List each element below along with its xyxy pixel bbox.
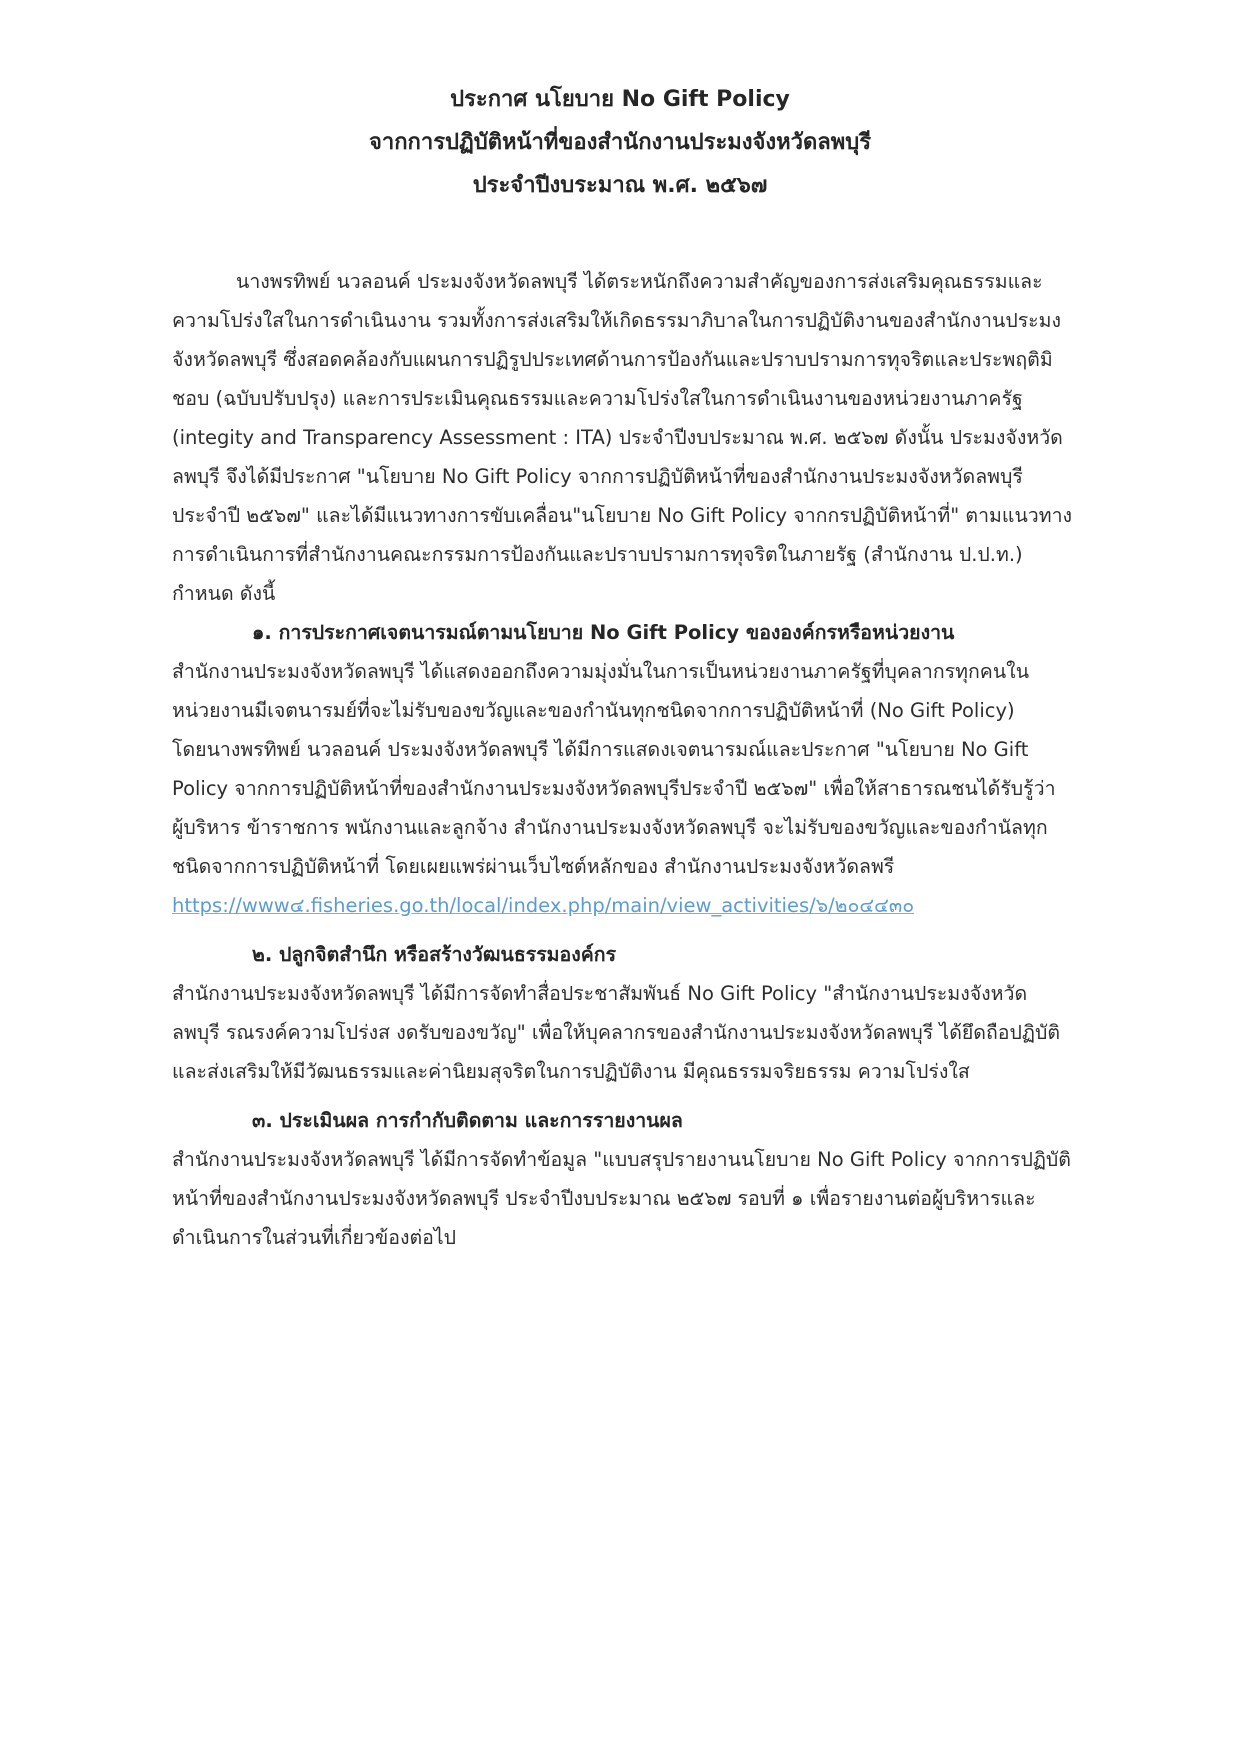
section-3-heading: ๓. ประเมินผล การกำกับติดตาม และการรายงานผล <box>252 1109 683 1132</box>
section-2 <box>172 935 1122 1091</box>
section-3-line: สำนักงานประมงจังหวัดลพบุรี ได้มีการจัดทำข้อมูล "แบบสรุปรายงานนโยบาย No Gift Policy จากการปฏิบัติ <box>172 1148 1071 1171</box>
section-2-line: สำนักงานประมงจังหวัดลพบุรี ได้มีการจัดทำสื่อประชาสัมพันธ์ No Gift Policy "สำนักงานประมงจังหวัด <box>172 982 1028 1005</box>
section-1-line: ชนิดจากการปฏิบัติหน้าที่ โดยเผยแพร่ผ่านเว็บไซต์หลักของ สำนักงานประมงจังหวัดลพรี <box>172 855 895 878</box>
intro-line: การดำเนินการที่สำนักงานคณะกรรมการป้องกันและปราบปรามการทุจริตในภายรัฐ (สำนักงาน ป.ป.ท.) <box>172 543 1023 566</box>
document-body <box>172 262 1122 1257</box>
intro-line: จังหวัดลพบุรี ซึ่งสอดคล้องกับแผนการปฏิรูปประเทศด้านการป้องกันและปราบปรามการทุจริตและประพฤติมิ <box>172 348 1053 371</box>
intro-line: ประจำปี ๒๕๖๗" และได้มีแนวทางการขับเคลื่อน"นโยบาย No Gift Policy จากกรปฏิบัติหน้าที่" ตามแนวทาง <box>172 504 1073 527</box>
section-1-line: โดยนางพรทิพย์ นวลอนค์ ประมงจังหวัดลพบุรี ได้มีการแสดงเจตนารมณ์และประกาศ "นโยบาย No Gift <box>172 738 1029 761</box>
section-3 <box>172 1101 1122 1257</box>
fisheries-website-link[interactable]: https://www๔.fisheries.go.th/local/index.php/main/view_activities/๖/๒๐๔๔๓๐ <box>172 894 915 917</box>
section-1-line: ผู้บริหาร ข้าราชการ พนักงานและลูกจ้าง สำนักงานประมงจังหวัดลพบุรี จะไม่รับของขวัญและของกำนัลทุก <box>172 816 1048 839</box>
section-2-heading: ๒. ปลูกจิตสำนึก หรือสร้างวัฒนธรรมองค์กร <box>252 943 617 966</box>
intro-line: กำหนด ดังนี้ <box>172 582 276 605</box>
section-1-line: Policy จากการปฏิบัติหน้าที่ของสำนักงานประมงจังหวัดลพบุรีประจำปี ๒๕๖๗" เพื่อให้สาธารณชนได้รับรู้ว่า <box>172 777 1056 800</box>
intro-line: (integity and Transparency Assessment : ITA) ประจำปีงบประมาณ พ.ศ. ๒๕๖๗ ดังนั้น ประมงจังหวัด <box>172 426 1063 449</box>
intro-line: นางพรทิพย์ นวลอนค์ ประมงจังหวัดลพบุรี ได้ตระหนักถึงความสำคัญของการส่งเสริมคุณธรรมและ <box>236 270 1043 293</box>
section-3-line: หน้าที่ของสำนักงานประมงจังหวัดลพบุรี ประจำปีงบประมาณ ๒๕๖๗ รอบที่ ๑ เพื่อรายงานต่อผู้บริหารและ <box>172 1187 1036 1210</box>
intro-line: ชอบ (ฉบับปรับปรุง) และการประเมินคุณธรรมและความโปร่งใสในการดำเนินงานของหน่วยงานภาครัฐ <box>172 387 1023 410</box>
document-title-line-3: ประจำปีงบระมาณ พ.ศ. ๒๕๖๗ <box>472 173 768 198</box>
section-1-heading: ๑. การประกาศเจตนารมณ์ตามนโยบาย No Gift Policy ขององค์กรหรือหน่วยงาน <box>252 621 955 644</box>
section-2-line: และส่งเสริมให้มีวัฒนธรรมและค่านิยมสุจริตในการปฏิบัติงาน มีคุณธรรมจริยธรรม ความโปร่งใส <box>172 1060 970 1083</box>
intro-line: ความโปร่งใสในการดำเนินงาน รวมทั้งการส่งเสริมให้เกิดธรรมาภิบาลในการปฏิบัติงานของสำนักงานประมง <box>172 309 1062 332</box>
section-2-line: ลพบุรี รณรงค์ความโปร่งส งดรับของขวัญ" เพื่อให้บุคลากรของสำนักงานประมงจังหวัดลพบุรี ได้ยึดถือปฏิบัติ <box>172 1021 1060 1044</box>
intro-paragraph <box>172 262 1122 613</box>
section-1 <box>172 613 1122 925</box>
section-3-line: ดำเนินการในส่วนที่เกี่ยวข้องต่อไป <box>172 1226 457 1249</box>
document-title-line-2: จากการปฏิบัติหน้าที่ของสำนักงานประมงจังหวัดลพบุรี <box>368 130 872 155</box>
intro-line: ลพบุรี จึงได้มีประกาศ "นโยบาย No Gift Policy จากการปฏิบัติหน้าที่ของสำนักงานประมงจังหวัดลพบุรี <box>172 465 1023 488</box>
section-1-line: หน่วยงานมีเจตนารมย์ที่จะไม่รับของขวัญและของกำนันทุกชนิดจากการปฏิบัติหน้าที่ (No Gift Policy) <box>172 699 1015 722</box>
section-1-line: สำนักงานประมงจังหวัดลพบุรี ได้แสดงออกถึงความมุ่งมั่นในการเป็นหน่วยงานภาครัฐที่บุคลากรทุกคนใน <box>172 660 1030 683</box>
document-title-line-1: ประกาศ นโยบาย No Gift Policy <box>450 87 790 112</box>
document-title-block <box>0 78 1240 207</box>
